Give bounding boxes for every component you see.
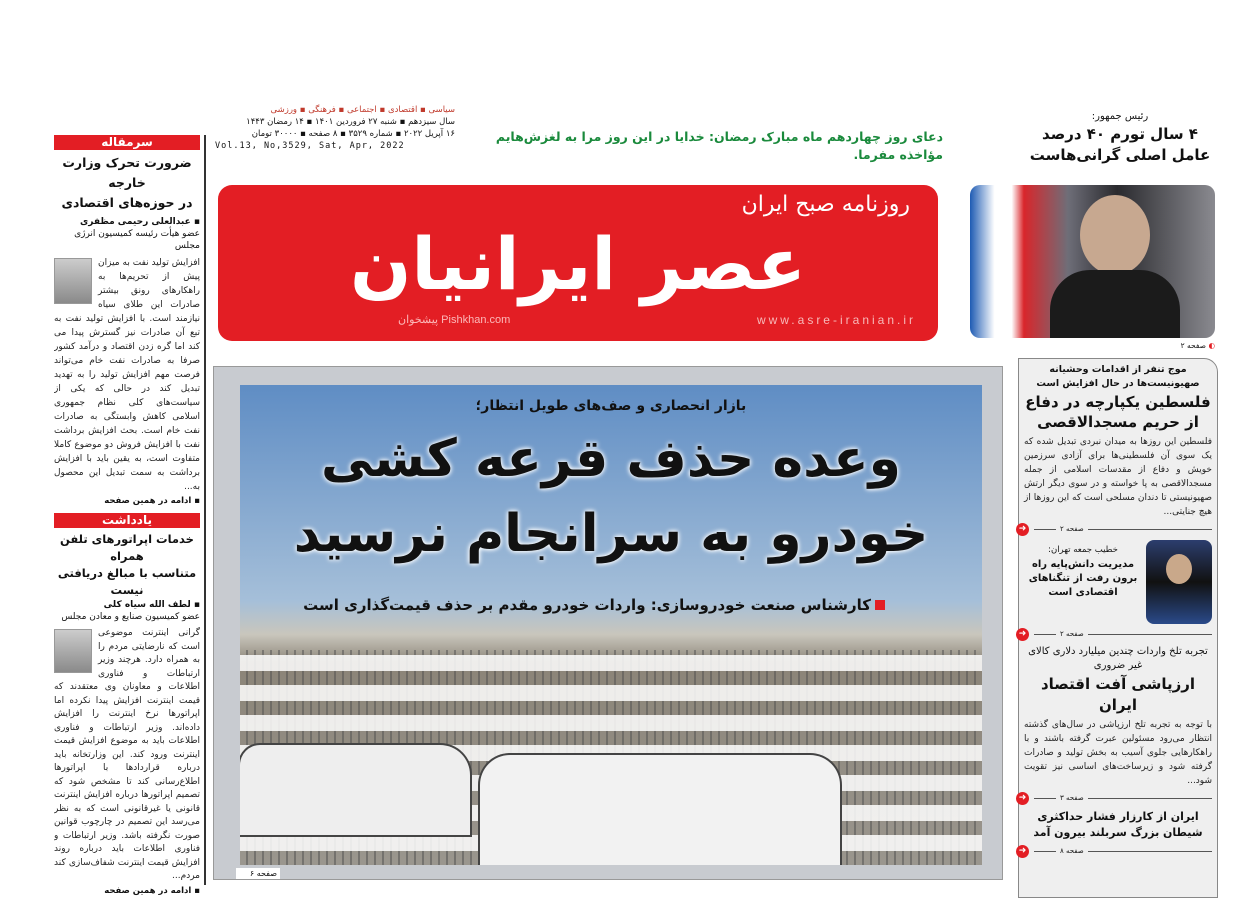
note-author-photo: [54, 629, 92, 673]
date-line-2: ۱۶ آپریل ۲۰۲۲ ▪ شماره ۳۵۲۹ ▪ ۸ صفحه ▪ ۳۰۰۰۰ تومان: [251, 129, 455, 139]
top-right-story[interactable]: [1010, 110, 1230, 166]
palestine-page-ref[interactable]: ➜ صفحه ۲: [1024, 523, 1212, 536]
right-column-content: [1018, 363, 1212, 862]
note-title-2[interactable]: متناسب با مبالغ دریافتی نیست: [57, 566, 197, 597]
editorial-body: افزایش تولید نفت به میزان پیش از تحریم‌ها به راهکارهای رونق بیشتر صادرات این طلای سیاه نیازمند است. با افزایش تولید نفت به تبع آن صادرات نیز گسترش پیدا می کند اما گره زدن اقتصاد و درآمد کشور صرفا به صادرات نفت خام می‌تواند فرصت مهم افزایش تولید را به تهدید تبدیل کند در حالی که یکی از سیاست‌های کلی نظام جمهوری اسلامی کاهش وابستگی به صادرات نفت خام است. بحث افزایش برداشت نفت با افزایش فروش دو موضوع کاملا متفاوت است، به یقین باید با افزایش برداشت به سمت تبدیل این محصول به...: [54, 258, 200, 492]
palestine-body: فلسطین این روزها به میدان نبردی تبدیل شده که یک سوی آن فلسطینی‌ها برای آزادی سرزمین خویش و دفاع از مقدسات اسلامی از جمله مسجدالاقصی به پا خواسته و در سوی دیگر ارتش صهیونیستی تا دندان مسلحی است که این روزها از هیچ جنایتی...: [1024, 437, 1212, 517]
note-continue[interactable]: ▪ ادامه در همین صفحه: [104, 885, 200, 896]
max-pressure-title-1: ایران از کارزار فشار حداکثری: [1037, 810, 1199, 823]
main-headline-2[interactable]: خودرو به سرانجام نرسید: [293, 504, 929, 564]
note-author-role: عضو کمیسیون صنایع و معادن مجلس: [61, 612, 200, 622]
left-column: [54, 135, 200, 896]
editorial-label: سرمقاله: [54, 135, 200, 150]
story-palestine[interactable]: [1024, 363, 1212, 519]
president-page-ref[interactable]: ◐ صفحه ۲: [1180, 341, 1215, 350]
editorial-author: ▪ عبدالعلی رحیمی مظفری: [80, 217, 200, 227]
max-pressure-title-2: شیطان بزرگ سربلند بیرون آمد: [1033, 826, 1203, 839]
note-body: گرانی اینترنت موضوعی است که نارضایتی مردم را به همراه دارد. هرچند وزیر ارتباطات و فناوری اطلاعات و معاونان وی معتقدند که قیمت اینترنت افزایش پیدا نکرده اما اپراتورها نرخ اینترنت را افزایش داده‌اند. وزیر ارتباطات و فناوری اطلاعات باید به موضوع افزایش قیمت اینترنت ورود کند. این وزارتخانه باید درباره قراردادها با اپراتورها اطلاع‌رسانی کند تا مشخص شود که تصمیم اپراتورها درباره افزایش اینترنت قانونی یا غیرقانونی است که به نظر می‌رسد این تصمیم در چارچوب قوانین صورت نگرفته باشد. وزیر ارتباطات و فناوری اطلاعات باید درباره روند افزایش قیمت اینترنت شفاف‌سازی کند مردم...: [54, 628, 200, 881]
main-headline-1[interactable]: وعده حذف قرعه کشی: [320, 429, 902, 489]
preacher-title: مدیریت دانش‌پایه راه برون رفت از تنگناهای اقتصادی است: [1028, 559, 1138, 598]
main-page-ref[interactable]: صفحه ۶: [236, 868, 280, 879]
note-title-1[interactable]: خدمات اپراتورهای تلفن همراه: [60, 532, 194, 563]
main-kicker: بازار انحصاری و صف‌های طویل انتظار؛: [475, 398, 747, 414]
currency-kicker: تجربه تلخ واردات چندین میلیارد دلاری کالای غیر ضروری: [1028, 646, 1208, 671]
editorial-title-2[interactable]: در حوزه‌های اقتصادی: [61, 195, 193, 210]
palestine-kicker: موج تنفر از اقدامات وحشیانه صهیونیست‌ها در حال افزایش است: [1036, 364, 1200, 389]
story-currency[interactable]: [1024, 645, 1212, 788]
story-friday-preacher[interactable]: [1024, 540, 1142, 600]
palestine-title: فلسطین یکپارچه در دفاع از حریم مسجدالاقصی: [1025, 393, 1211, 431]
page-ref-icon: ◐: [1208, 341, 1215, 350]
date-line-1: سال سیزدهم ▪ شنبه ۲۷ فروردین ۱۴۰۱ ▪ ۱۴ رمضان ۱۴۴۳: [246, 117, 455, 127]
logo-wordmark: عصر ایرانیان: [349, 222, 807, 306]
newspaper-logo: [218, 185, 938, 341]
story-friday-preacher-row: [1024, 540, 1212, 624]
logo-tagline: روزنامه صبح ایران: [741, 192, 910, 217]
currency-title: ارزپاشی آفت اقتصاد ایران: [1040, 675, 1196, 714]
main-subhead: کارشناس صنعت خودروسازی: واردات خودرو مقدم بر حذف قیمت‌گذاری است: [250, 595, 885, 615]
top-right-headline-2: عامل اصلی گرانی‌هاست: [1029, 146, 1211, 164]
editorial-author-photo: [54, 258, 92, 304]
editorial-continue[interactable]: ▪ ادامه در همین صفحه: [104, 496, 200, 506]
masthead-meta: [215, 104, 455, 152]
arrow-right-icon: ➜: [1016, 628, 1029, 641]
daily-prayer: دعای روز چهاردهم ماه مبارک رمضان: خدایا در این روز مرا به لغزش‌هایم مؤاخذه مفرما.: [495, 129, 943, 162]
arrow-right-icon: ➜: [1016, 792, 1029, 805]
president-photo: [970, 185, 1215, 338]
story-max-pressure[interactable]: [1024, 809, 1212, 841]
watermark: پیشخوان Pishkhan.com: [398, 314, 511, 326]
editorial-author-role: عضو هیأت رئیسه کمیسیون انرژی مجلس: [74, 229, 200, 251]
section-list: سیاسی ▪ اقتصادی ▪ اجتماعی ▪ فرهنگی ▪ ورزشی: [270, 105, 455, 115]
note-label: یادداشت: [54, 513, 200, 528]
currency-body: با توجه به تجربه تلخ ارزپاشی در سال‌های گذشته انتظار می‌رود مسئولین عبرت گرفته باشند و با راهکارهایی جلوی آسیب به بخش تولید و صادرات گرفته شود و زیرساخت‌های اساسی نیز تقویت شود...: [1024, 720, 1212, 786]
arrow-right-icon: ➜: [1016, 523, 1029, 536]
column-divider: [204, 135, 206, 885]
friday-preacher-photo: [1146, 540, 1212, 624]
note-author: ▪ لطف الله سیاه کلی: [103, 600, 200, 610]
preacher-page-ref[interactable]: ➜ صفحه ۲: [1024, 628, 1212, 641]
bullet-icon: [875, 600, 885, 610]
date-line-3: Vol.13, No,3529, Sat, Apr, 2022: [215, 141, 405, 151]
currency-page-ref[interactable]: ➜ صفحه ۳: [1024, 792, 1212, 805]
top-right-headline-1: ۴ سال تورم ۴۰ درصد: [1042, 125, 1198, 143]
max-pressure-page-ref[interactable]: ➜ صفحه ۸: [1024, 845, 1212, 858]
top-right-kicker: رئیس جمهور:: [1091, 111, 1149, 122]
logo-website[interactable]: www.asre-iranian.ir: [756, 313, 916, 327]
preacher-kicker: خطیب جمعه تهران:: [1048, 545, 1118, 555]
editorial-title-1[interactable]: ضرورت تحرک وزارت خارجه: [62, 155, 192, 190]
arrow-right-icon: ➜: [1016, 845, 1029, 858]
